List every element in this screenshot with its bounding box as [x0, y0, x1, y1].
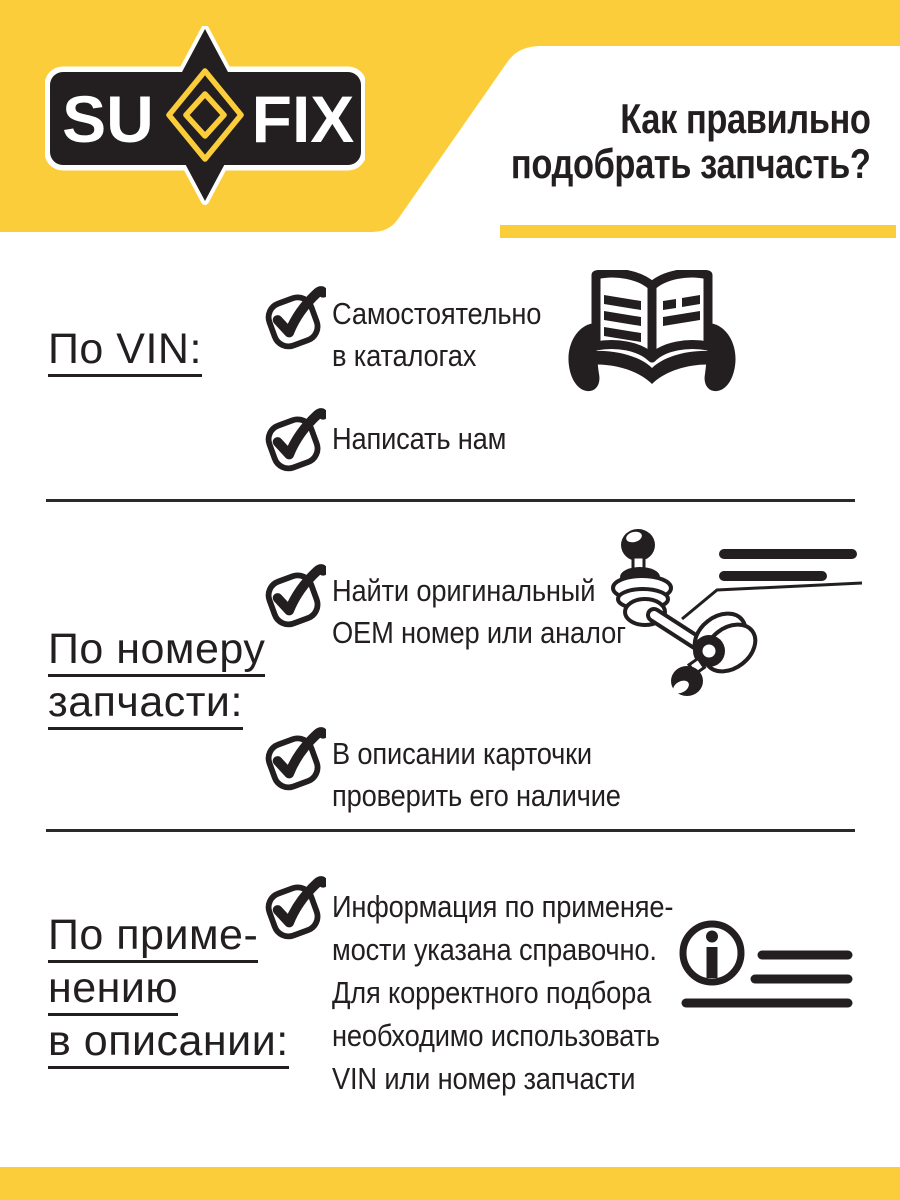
check-item-text	[332, 885, 673, 1100]
check-item-text	[332, 293, 541, 377]
check-item-text	[332, 733, 621, 817]
section-divider	[46, 829, 855, 832]
item-line: мости указана справочно.	[332, 932, 657, 967]
label-line: По номеру	[48, 627, 265, 677]
checkmark-icon	[264, 286, 326, 350]
page-title	[510, 96, 870, 186]
checkmark-icon	[264, 727, 326, 791]
item-line: Написать нам	[332, 421, 507, 456]
sufix-logo	[45, 26, 365, 208]
item-line: Самостоятельно	[332, 296, 542, 331]
label-line: По VIN:	[48, 327, 202, 377]
check-item-text	[332, 570, 626, 654]
checkmark-icon	[264, 564, 326, 628]
title-line-1: Как правильно	[619, 95, 870, 142]
label-line: запчасти:	[48, 680, 243, 730]
book-in-hands-icon	[556, 270, 748, 396]
title-line-2: подобрать запчасть?	[510, 140, 870, 187]
info-icon	[672, 910, 856, 1015]
label-line: в описании:	[48, 1019, 289, 1069]
checkmark-icon	[264, 876, 326, 940]
section-label-vin	[48, 327, 202, 380]
logo-text-su: SU	[62, 82, 154, 156]
logo-text-fix: FIX	[251, 82, 355, 156]
checkmark-icon	[264, 408, 326, 472]
item-line: необходимо использовать	[332, 1018, 660, 1053]
label-line: По приме-	[48, 913, 258, 963]
item-line: проверить его наличие	[332, 778, 621, 813]
section-divider	[46, 499, 855, 502]
label-line: нению	[48, 966, 178, 1016]
check-item-text	[332, 418, 506, 460]
item-line: Для корректного подбора	[332, 975, 652, 1010]
item-line: В описании карточки	[332, 736, 592, 771]
item-line: Информация по применяе-	[332, 889, 674, 924]
item-line: OEM номер или аналог	[332, 615, 626, 650]
item-line: VIN или номер запчасти	[332, 1061, 636, 1096]
item-line: Найти оригинальный	[332, 573, 596, 608]
title-underline-bar	[500, 225, 896, 238]
section-label-part-number	[48, 627, 265, 733]
stabilizer-link-icon	[590, 515, 870, 710]
bottom-yellow-band	[0, 1167, 900, 1200]
item-line: в каталогах	[332, 338, 477, 373]
section-label-application	[48, 913, 289, 1072]
